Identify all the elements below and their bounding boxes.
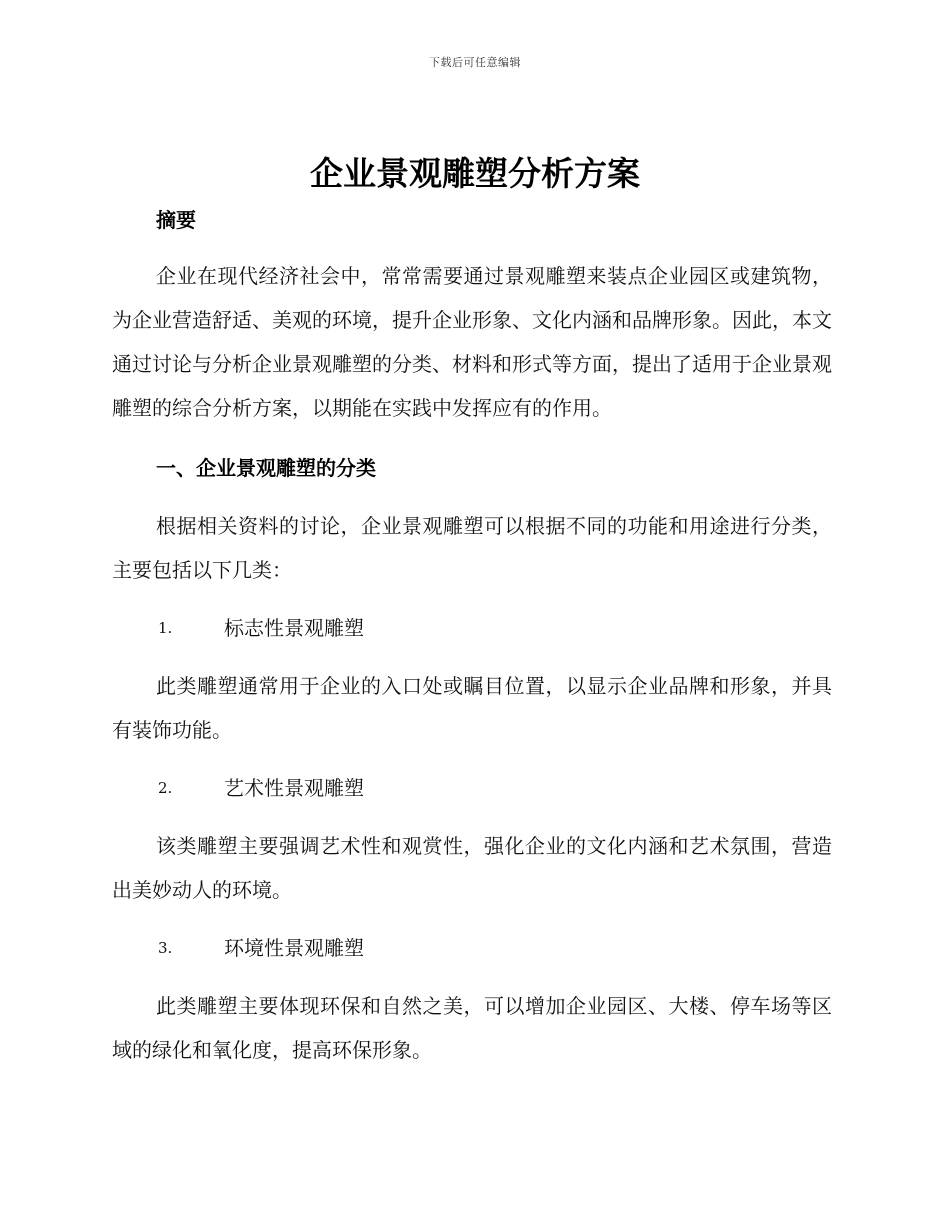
list-item-number: 3.: [158, 939, 173, 957]
header-note: 下载后可任意编辑: [429, 56, 521, 69]
list-item-label: 环境性景观雕塑: [224, 936, 364, 960]
list-item-number: 2.: [158, 779, 173, 797]
list-item-description: 此类雕塑主要体现环保和自然之美，可以增加企业园区、大楼、停车场等区域的绿化和氧化度，提高环保形象。: [112, 994, 832, 1062]
list-item: [112, 770, 832, 806]
section-intro-paragraph: 根据相关资料的讨论，企业景观雕塑可以根据不同的功能和用途进行分类，主要包括以下几类：: [112, 514, 832, 582]
list-item: [112, 610, 832, 646]
document-title: 企业景观雕塑分析方案: [310, 154, 640, 193]
list-item-description: 该类雕塑主要强调艺术性和观赏性，强化企业的文化内涵和艺术氛围，营造出美妙动人的环境。: [112, 834, 832, 902]
abstract-paragraph: 企业在现代经济社会中，常常需要通过景观雕塑来装点企业园区或建筑物，为企业营造舒适、美观的环境，提升企业形象、文化内涵和品牌形象。因此，本文通过讨论与分析企业景观雕塑的分类、材料和形式等方面，提出了适用于企业景观雕塑的综合分析方案，以期能在实践中发挥应有的作用。: [112, 264, 832, 420]
abstract-heading: 摘要: [156, 208, 196, 232]
section-heading-classification: 一、企业景观雕塑的分类: [156, 456, 376, 480]
document-body: [112, 202, 832, 1072]
list-item: [112, 930, 832, 966]
list-item-label: 艺术性景观雕塑: [224, 776, 364, 800]
list-item-number: 1.: [158, 619, 173, 637]
list-item-description: 此类雕塑通常用于企业的入口处或瞩目位置，以显示企业品牌和形象，并具有装饰功能。: [112, 674, 832, 742]
list-item-label: 标志性景观雕塑: [224, 616, 364, 640]
